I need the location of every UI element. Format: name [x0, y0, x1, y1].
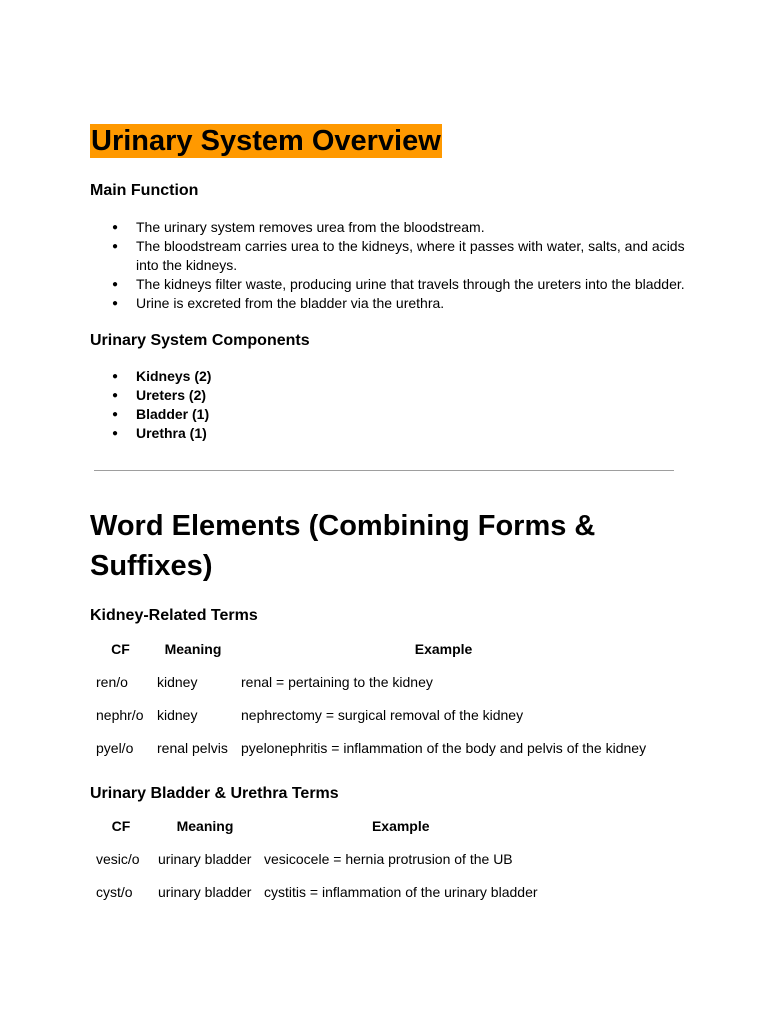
table-row — [90, 842, 544, 875]
list-item: ● The urinary system removes urea from the bloodstream. — [90, 218, 690, 237]
table-cell-example: renal = pertaining to the kidney — [241, 673, 433, 690]
table-cell-cf: ren/o — [96, 673, 128, 690]
list-item: ● The bloodstream carries urea to the kidneys, where it passes with water, salts, and acids into the kidneys. — [90, 237, 690, 275]
table-cell-cf: pyel/o — [96, 739, 134, 756]
list-item: ● Ureters (2) — [90, 386, 690, 405]
bladder-terms-table — [90, 809, 544, 908]
table-row — [90, 698, 652, 731]
table-cell-example: nephrectomy = surgical removal of the kidney — [241, 706, 524, 723]
table-cell-cf: nephr/o — [96, 706, 144, 723]
table-header-row — [90, 632, 652, 665]
list-item: ● Urine is excreted from the bladder via the urethra. — [90, 294, 690, 313]
table-cell-meaning: urinary bladder — [158, 850, 252, 867]
overview-title: Urinary System Overview — [91, 125, 441, 157]
table-cell-cf: cyst/o — [96, 883, 133, 900]
list-item: ● Bladder (1) — [90, 405, 690, 424]
bladder-terms-heading: Urinary Bladder & Urethra Terms — [90, 785, 339, 802]
table-cell-example: vesicocele = hernia protrusion of the UB — [264, 850, 513, 867]
column-header-meaning: Meaning — [176, 817, 234, 834]
list-item: ● The kidneys filter waste, producing urine that travels through the ureters into the bladder. — [90, 275, 690, 294]
table-cell-example: cystitis = inflammation of the urinary bladder — [264, 883, 538, 900]
table-row — [90, 875, 544, 908]
table-cell-cf: vesic/o — [96, 850, 140, 867]
kidney-terms-heading: Kidney-Related Terms — [90, 607, 258, 624]
word-elements-title: Word Elements (Combining Forms & Suffixes) — [90, 510, 596, 582]
components-heading: Urinary System Components — [90, 332, 310, 349]
components-list — [90, 367, 690, 443]
table-cell-example: pyelonephritis = inflammation of the body and pelvis of the kidney — [241, 739, 647, 756]
column-header-cf: CF — [111, 640, 130, 657]
main-function-list — [90, 218, 690, 313]
main-function-heading: Main Function — [90, 182, 199, 199]
horizontal-divider — [94, 470, 674, 471]
table-cell-meaning: kidney — [157, 706, 198, 723]
column-header-example: Example — [414, 640, 473, 657]
list-item: ● Kidneys (2) — [90, 367, 690, 386]
table-cell-meaning: kidney — [157, 673, 198, 690]
column-header-cf: CF — [111, 817, 131, 834]
column-header-meaning: Meaning — [164, 640, 222, 657]
column-header-example: Example — [371, 817, 430, 834]
table-header-row — [90, 809, 544, 842]
table-cell-meaning: renal pelvis — [157, 739, 228, 756]
table-row — [90, 731, 652, 764]
table-cell-meaning: urinary bladder — [158, 883, 252, 900]
list-item: ● Urethra (1) — [90, 424, 690, 443]
kidney-terms-table — [90, 632, 652, 764]
table-row — [90, 665, 652, 698]
